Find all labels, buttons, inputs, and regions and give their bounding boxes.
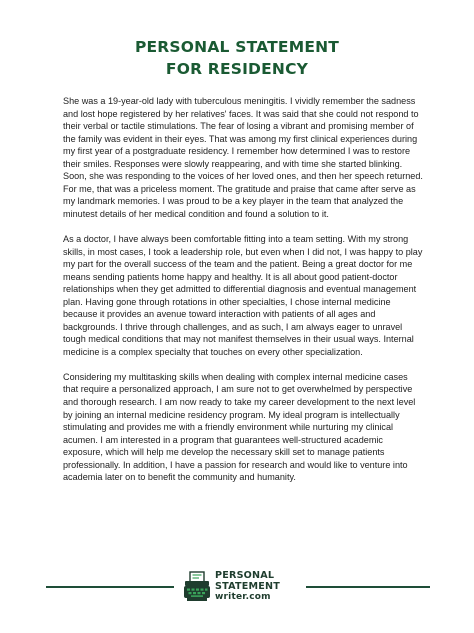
- title-line-1: PERSONAL STATEMENT: [134, 38, 340, 56]
- title-line-2: FOR RESIDENCY: [165, 60, 309, 78]
- logo-line-3: writer.com: [215, 592, 271, 602]
- brand-logo: [183, 571, 301, 605]
- logo-wordmark: [215, 571, 280, 603]
- footer: [0, 566, 474, 606]
- footer-divider-left: [46, 586, 174, 588]
- paragraph-1: She was a 19-year-old lady with tuberculous meningitis. I vividly remember the sadness and lost hope registered by her relatives' faces. It was said that she could not respond to their verbal or tactile stimulations. The fear of losing a vibrant and promising member of the family was evident in their eyes. That was among my first clinical experiences during my first year of a postgraduate residency. I remember how determined I was to restore their smiles. Responses were slowly reappearing, and with time she started blinking. Soon, she was responding to the voices of her loved ones, and then her speech returned. For me, that was a priceless moment. The gratitude and praise that came after serve as my landmark memories. I was proud to be a key player in the team that analyzed the minutest details of her medical condition and found a solution to it.: [63, 96, 423, 219]
- statement-body: [63, 95, 423, 496]
- paragraph-3: Considering my multitasking skills when dealing with complex internal medicine cases that require a personalized approach, I am sure not to get overwhelmed by perspective and thorough research. I am now ready to take my career development to the next level by joining an internal medicine residency program. My ideal program is intellectually stimulating and provides me with a friendly environment while nurturing my clinical acumen. I am interested in a program that guarantees well-structured academic exposure, which will help me develop the necessary skill set to manage patients professionally. In addition, I have a passion for research and would like to venture into academia later on to benefit the community and humanity.: [63, 371, 416, 483]
- page-title: [0, 36, 474, 80]
- typewriter-icon: [183, 571, 211, 603]
- logo-line-1: PERSONAL: [215, 570, 275, 581]
- logo-line-2: STATEMENT: [215, 580, 280, 592]
- footer-divider-right: [306, 586, 430, 588]
- paragraph-2: As a doctor, I have always been comfortable fitting into a team setting. With my strong skills, in most cases, I took a leadership role, but even when I did not, I was happy to play my part for the overall success of the team and the patient. Being a great doctor for me means sending patients home happy and healthy. It is all about good patient-doctor relationships when they get admitted to differential diagnosis and eventual management plan. Having gone through rotations in other specialties, I chose internal medicine because it provides an avenue toward interaction with patients of all ages and backgrounds. I thrive through challenges, and as such, I am always eager to unravel tough medical conditions that may not manifest themselves in their usual ways. Internal medicine is a complex specialty that touches on every other specialization.: [63, 233, 423, 357]
